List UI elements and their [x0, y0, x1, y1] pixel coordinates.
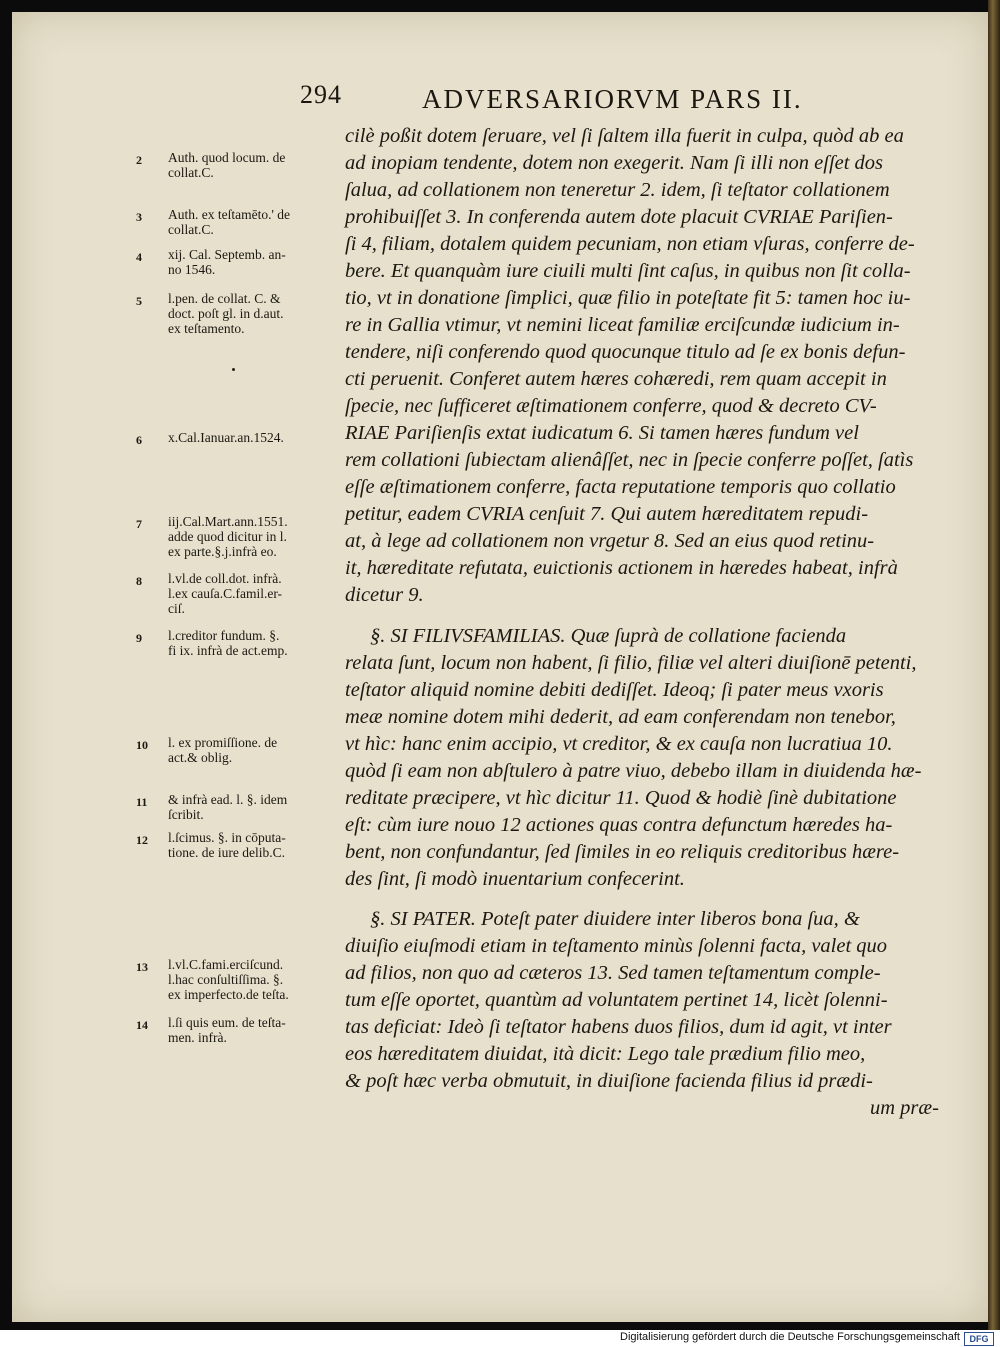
text-line: at, à lege ad collationem non vrgetur 8. Sed an eius quod retinu-: [345, 530, 875, 552]
margin-note-line: l.creditor fundum. §.: [168, 628, 280, 643]
text-line: eos hæreditatem diuidat, ità dicit: Lego tale prædium filio meo,: [345, 1043, 866, 1065]
text-line: re in Gallia vtimur, vt nemini liceat familiæ erciſcundæ iudicium in-: [345, 314, 900, 336]
margin-note-line: l. ex promiſſione. de: [168, 735, 278, 750]
margin-note-line: fi ix. infrà de act.emp.: [168, 643, 288, 658]
text-line: quòd ſi eam non abſtulero à patre viuo, debebo illam in diuidenda hæ-: [345, 760, 922, 782]
note-number: 4: [136, 250, 142, 264]
margin-note: [168, 430, 346, 445]
margin-note: [168, 957, 346, 1002]
note-number: 8: [136, 574, 142, 588]
margin-note-line: ciſ.: [168, 601, 185, 616]
note-number: 12: [136, 833, 148, 847]
margin-note-line: l.ſi quis eum. de teſta-: [168, 1015, 286, 1030]
margin-note-line: doct. poſt gl. in d.aut.: [168, 306, 284, 321]
note-number: 7: [136, 517, 142, 531]
margin-note-line: ex parte.§.j.infrà eo.: [168, 544, 277, 559]
text-line: cilè poßit dotem ſeruare, vel ſi ſaltem illa fuerit in culpa, quòd ab ea: [345, 125, 904, 147]
margin-note-line: collat.C.: [168, 165, 214, 180]
text-line: RIAE Pariſienſis extat iudicatum 6. Si tamen hæres fundum vel: [345, 422, 859, 444]
note-number: 3: [136, 210, 142, 224]
running-title: ADVERSARIORVM PARS II.: [422, 84, 803, 114]
text-line: eſt: cùm iure nouo 12 actiones quas contra defunctum hæredes ha-: [345, 814, 893, 836]
margin-note-line: l.pen. de collat. C. &: [168, 291, 281, 306]
page-number: 294: [300, 80, 342, 109]
text-line: §. SI PATER. Poteſt pater diuidere inter liberos bona ſua, &: [370, 908, 860, 930]
text-line: petitur, eadem CVRIA cenſuit 7. Qui autem hæreditatem repudi-: [345, 503, 869, 525]
text-line: rem collationi ſubiectam alienâſſet, nec in ſpecie conferre poſſet, ſatìs: [345, 449, 914, 471]
text-line: diuiſio eiuſmodi etiam in teſtamento minùs ſolenni facta, valet quo: [345, 935, 888, 957]
funding-credit: Digitalisierung gefördert durch die Deutsche Forschungsgemeinschaft: [620, 1331, 960, 1343]
note-number: 13: [136, 960, 148, 974]
margin-note: [168, 1015, 346, 1045]
text-line: tio, vt in donatione ſimplici, quæ filio in poteſtate fit 5: tamen hoc iu-: [345, 287, 911, 309]
margin-note: [168, 150, 346, 180]
text-line: bent, non confundantur, ſed ſimiles in eo reliquis creditoribus hære-: [345, 841, 900, 863]
note-number: 10: [136, 738, 148, 752]
margin-note-line: x.Cal.Ianuar.an.1524.: [168, 430, 284, 445]
note-number: 6: [136, 433, 142, 447]
text-line: cti peruenit. Conferet autem hæres cohæredi, rem quam accepit in: [345, 368, 887, 390]
text-line: prohibuiſſet 3. In conferenda autem dote placuit CVRIAE Pariſien-: [345, 206, 893, 228]
margin-note-line: Auth. quod locum. de: [168, 150, 286, 165]
note-number: 14: [136, 1018, 148, 1032]
text-line: des ſint, ſi modò inuentarium confecerint.: [345, 868, 685, 890]
margin-note: [168, 207, 346, 237]
margin-note-line: xij. Cal. Septemb. an-: [168, 247, 286, 262]
margin-note-line: l.vl.C.fami.erciſcund.: [168, 957, 284, 972]
margin-note-line: tione. de iure delib.C.: [168, 845, 285, 860]
text-line: & poſt hæc verba obmutuit, in diuiſione facienda filius id prædi-: [345, 1070, 873, 1092]
margin-note-line: ex teſtamento.: [168, 321, 245, 336]
margin-note-line: men. infrà.: [168, 1030, 227, 1045]
note-number: 11: [136, 795, 148, 809]
text-line: ad filios, non quo ad cæteros 13. Sed tamen teſtamentum comple-: [345, 962, 881, 984]
margin-note: [168, 247, 346, 277]
margin-note: [168, 571, 346, 616]
text-line: ad inopiam tendente, dotem non exegerit. Nam ſi illi non eſſet dos: [345, 152, 884, 174]
text-line: teſtator aliquid nomine debiti dediſſet. Ideoq; ſi pater meus vxoris: [345, 679, 884, 701]
margin-note: [168, 830, 346, 860]
text-line: it, hæreditate refutata, euictionis actionem in hæredes habeat, infrà: [345, 557, 898, 579]
text-line: §. SI FILIVSFAMILIAS. Quæ ſuprà de collatione facienda: [370, 625, 847, 647]
book-spine-edge: [988, 0, 1000, 1330]
margin-note: [168, 792, 346, 822]
text-line: reditate præcipere, vt hìc dicitur 11. Quod & hodiè ſinè dubitatione: [345, 787, 897, 809]
margin-note: [168, 514, 346, 559]
margin-note-line: no 1546.: [168, 262, 216, 277]
note-number: 5: [136, 294, 142, 308]
text-line: eſſe æſtimationem conferre, facta reputatione temporis quo collatio: [345, 476, 896, 498]
margin-note-line: l.ſcimus. §. in cōputa-: [168, 830, 286, 845]
margin-note-line: act.& oblig.: [168, 750, 233, 765]
text-line: dicetur 9.: [345, 584, 424, 606]
text-line: ſi 4, filiam, dotalem quidem pecuniam, non etiam vſuras, conferre de-: [345, 233, 915, 255]
text-line: meæ nomine dotem mihi dederit, ad eam conferendam non tenebor,: [345, 706, 896, 728]
margin-note-line: Auth. ex teſtamēto.' de: [168, 207, 291, 222]
text-line: bere. Et quanquàm iure ciuili multi ſint caſus, in quibus non ſit colla-: [345, 260, 911, 282]
ink-speck: [232, 368, 235, 371]
text-line: tas deficiat: Ideò ſi teſtator habens duos filios, dum id agit, vt inter: [345, 1016, 892, 1038]
margin-note-line: ſcribit.: [168, 807, 204, 822]
margin-note: [168, 291, 346, 336]
margin-note-line: adde quod dicitur in l.: [168, 529, 287, 544]
note-number: 2: [136, 153, 142, 167]
margin-note-line: l.hac conſultiſſima. §.: [168, 972, 284, 987]
text-line: um præ-: [870, 1097, 939, 1119]
margin-note-line: l.vl.de coll.dot. infrà.: [168, 571, 282, 586]
text-line: tum eſſe oportet, quantùm ad voluntatem pertinet 14, licèt ſolenni-: [345, 989, 888, 1011]
margin-note-line: collat.C.: [168, 222, 214, 237]
margin-note: [168, 735, 346, 765]
margin-note-line: l.ex cauſa.C.famil.er-: [168, 586, 283, 601]
dfg-logo: DFG: [964, 1332, 994, 1346]
text-line: tendere, niſi conferendo quod quocunque titulo ad ſe ex bonis defun-: [345, 341, 906, 363]
margin-note-line: iij.Cal.Mart.ann.1551.: [168, 514, 288, 529]
margin-note-line: & infrà ead. l. §. idem: [168, 792, 288, 807]
text-line: ſalua, ad collationem non teneretur 2. idem, ſi teſtator collationem: [345, 179, 890, 201]
text-line: vt hìc: hanc enim accipio, vt creditor, & ex cauſa non lucratiua 10.: [345, 733, 893, 755]
margin-note-line: ex imperfecto.de teſta.: [168, 987, 289, 1002]
text-line: ſpecie, nec ſufficeret æſtimationem conferre, quod & decreto CV-: [345, 395, 877, 417]
note-number: 9: [136, 631, 142, 645]
margin-note: [168, 628, 346, 658]
text-line: relata ſunt, locum non habent, ſi filio, filiæ vel alteri diuiſionē petenti,: [345, 652, 917, 674]
